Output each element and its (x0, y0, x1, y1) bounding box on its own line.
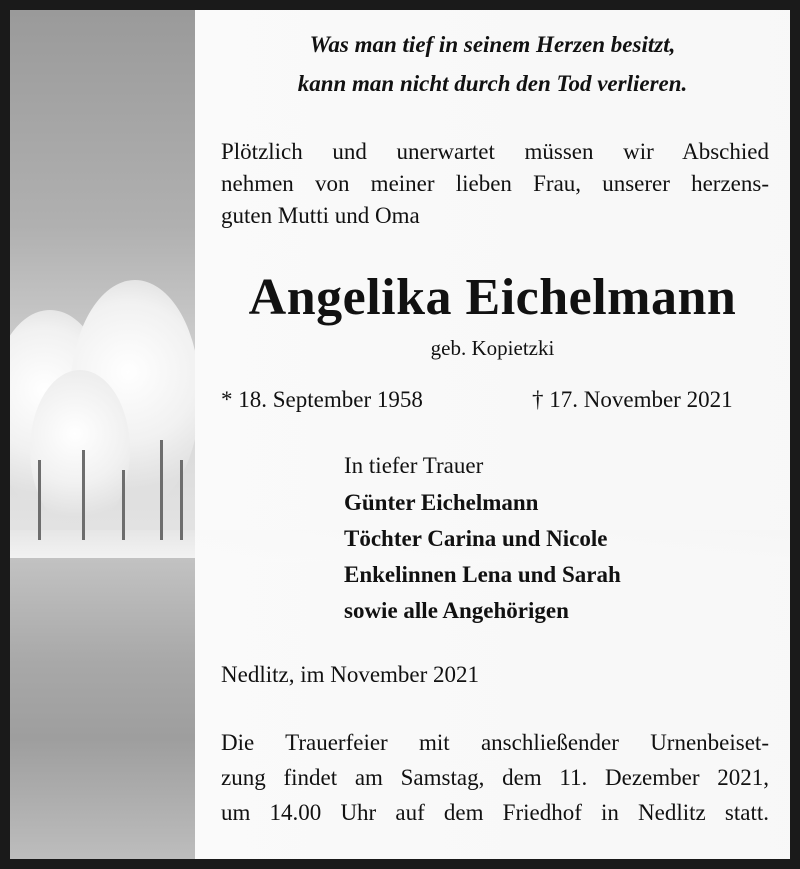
tree-trunk (160, 440, 163, 540)
intro-line: nehmen von meiner lieben Frau, unserer herzens- (221, 171, 769, 196)
mourner-name: sowie alle Angehörigen (344, 598, 569, 623)
obituary-card (10, 10, 790, 859)
motto-line-1: Was man tief in seinem Herzen besitzt, (309, 32, 676, 57)
mourning-intro: In tiefer Trauer (344, 453, 484, 478)
tree-trunk (82, 450, 85, 540)
tree-trunk (122, 470, 125, 540)
frosted-tree (30, 370, 130, 530)
photo-lake-reflection (10, 558, 195, 859)
tree-trunk (180, 460, 183, 540)
maiden-name: geb. Kopietzki (430, 336, 555, 360)
intro-line: guten Mutti und Oma (221, 203, 420, 228)
funeral-line: um 14.00 Uhr auf dem Friedhof in Nedlitz statt. (221, 800, 769, 825)
mourner-name: Töchter Carina und Nicole (344, 526, 608, 551)
obituary-text (195, 10, 790, 859)
mourner-name: Günter Eichelmann (344, 490, 539, 515)
motto-line-2: kann man nicht durch den Tod verlieren. (297, 71, 688, 96)
place-date: Nedlitz, im November 2021 (221, 662, 480, 687)
intro-line: Plötzlich und unerwartet müssen wir Abschied (221, 139, 769, 164)
death-date: † 17. November 2021 (532, 387, 733, 412)
funeral-paragraph (221, 725, 769, 830)
funeral-line: Die Trauerfeier mit anschließender Urnenbeiset- (221, 730, 769, 755)
mourner-name: Enkelinnen Lena und Sarah (344, 562, 621, 587)
intro-paragraph (221, 136, 769, 232)
birth-date: * 18. September 1958 (221, 387, 423, 412)
tree-trunk (38, 460, 41, 540)
funeral-line: zung findet am Samstag, dem 11. Dezember 2021, (221, 765, 769, 790)
deceased-name: Angelika Eichelmann (248, 269, 737, 326)
